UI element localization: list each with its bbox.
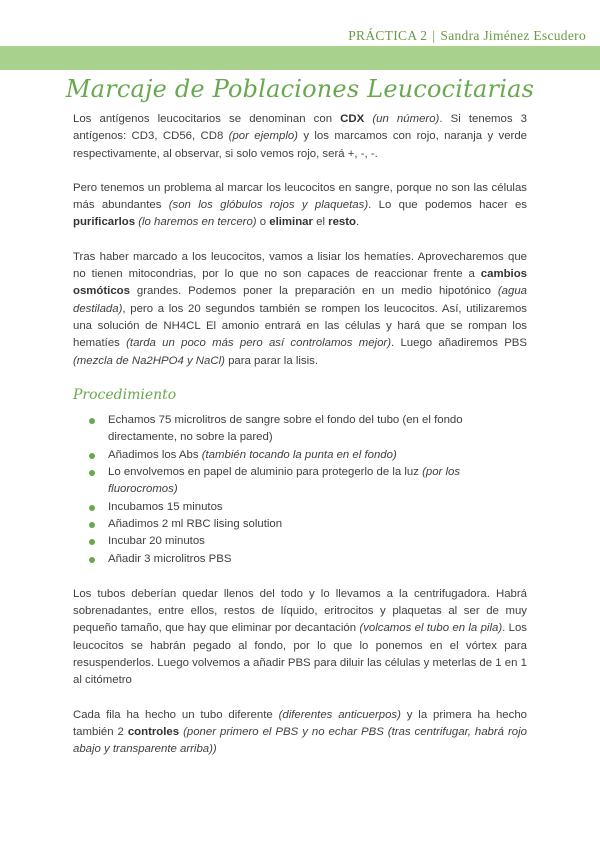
paragraph <box>73 586 527 690</box>
text-run: grandes. Podemos poner la preparación en un medio hipotónico <box>129 285 498 298</box>
italic-text: (volcamos el tubo en la pila) <box>359 622 503 635</box>
document-title: Marcaje de Poblaciones Leucocitarias <box>65 75 535 103</box>
header-band <box>0 46 600 70</box>
text-run: Añadimos los Abs <box>108 448 202 461</box>
header-practice: PRÁCTICA 2 <box>348 28 428 43</box>
text-run: Pero tenemos un problema al marcar los leucocitos en sangre, porque no son las células más abundantes <box>73 181 527 212</box>
paragraph <box>73 707 527 759</box>
text-run: Los antígenos leucocitarios se denominan con <box>73 113 341 125</box>
list-item-text <box>108 449 397 461</box>
header-separator: | <box>432 28 436 43</box>
text-run: Añadimos 2 ml RBC lising solution <box>108 517 283 530</box>
text-run: , pero a los 20 segundos también se rompen los leucocitos. Así, utilizaremos una solución de NH4CL El amonio entrará en las células y hará que se rompan los hematíes <box>73 302 527 350</box>
text-run: Tras haber marcado a los leucocitos, vamos a lisiar los hematíes. Aprovecharemos que no tienen mitocondrias, por lo que no son capaces de reaccionar frente a <box>73 250 527 281</box>
list-item <box>108 499 527 516</box>
text-run: Los tubos deberían quedar llenos del todo y lo llevamos a la centrifugadora. Habrá sobrenadantes, entre ellos, restos de líquido, eritrocitos y plaquetas al ser de muy pequeño tamaño, que hay que eliminar por decantación <box>73 587 527 635</box>
bold-text: CDX <box>340 113 365 125</box>
paragraph <box>73 111 527 163</box>
italic-text: (un número) <box>372 113 440 125</box>
italic-text: (poner primero el PBS y no echar PBS (tras centrifugar, habrá rojo abajo y transparente arriba)) <box>73 725 527 756</box>
bullet-icon <box>89 418 95 424</box>
list-item <box>108 533 527 550</box>
text-run: para parar la lisis. <box>224 354 318 367</box>
text-run: . Luego añadiremos PBS <box>391 337 527 350</box>
italic-text: (por los fluorocromos) <box>108 466 461 496</box>
bullet-icon <box>89 539 95 545</box>
italic-text: (agua destilada) <box>73 285 527 315</box>
text-run: Incubamos 15 minutos <box>108 500 223 513</box>
italic-text: (son los glóbulos rojos y plaquetas) <box>168 199 369 212</box>
text-run: el <box>312 216 329 229</box>
list-item <box>108 551 527 568</box>
bold-text: cambios osmóticos <box>73 268 527 298</box>
list-item-text <box>108 553 231 565</box>
bullet-icon <box>89 470 95 476</box>
text-run: . Si tenemos 3 antígenos: CD3, CD56, CD8 <box>73 113 528 143</box>
italic-text: (mezcla de Na2HPO4 y NaCl) <box>73 354 225 367</box>
text-run: Cada fila ha hecho un tubo diferente <box>73 708 279 721</box>
text-run: Añadir 3 microlitros PBS <box>108 552 232 565</box>
section-heading-procedure: Procedimiento <box>73 386 177 403</box>
italic-text: (diferentes anticuerpos) <box>278 708 401 721</box>
list-item <box>108 412 527 447</box>
text-run: o <box>256 216 270 229</box>
header-author: Sandra Jiménez Escudero <box>440 28 586 43</box>
text-run: . Los leucocitos se habrán pegado al fondo, por lo que lo ponemos en el vórtex para resuspenderlos. Luego volvemos a añadir PBS para diluir las células y meterlas de 1 en 1 al citómetro <box>73 622 527 687</box>
paragraph <box>73 180 527 232</box>
bullet-icon <box>89 557 95 563</box>
list-item <box>108 447 527 464</box>
bullet-icon <box>89 522 95 528</box>
list-item <box>108 516 527 533</box>
bold-text: purificarlos <box>73 216 136 229</box>
italic-text: (por ejemplo) <box>228 130 298 143</box>
text-run: Lo envolvemos en papel de aluminio para protegerlo de la luz <box>108 466 423 479</box>
bullet-icon <box>89 453 95 459</box>
text-run: y la primera ha hecho también 2 <box>73 708 527 738</box>
text-run: Echamos 75 microlitros de sangre sobre el fondo del tubo (en el fondo directamente, no sobre la pared) <box>108 414 463 444</box>
procedure-list <box>73 412 527 568</box>
page-header <box>0 0 600 46</box>
italic-text: (lo haremos en tercero) <box>138 216 257 229</box>
bullet-icon <box>89 505 95 511</box>
list-item-text <box>108 466 460 495</box>
list-item-text <box>108 414 463 443</box>
italic-text: (también tocando la punta en el fondo) <box>201 448 397 461</box>
text-run: . Lo que podemos hacer es <box>368 199 528 212</box>
list-item-text <box>108 518 282 530</box>
document-body <box>73 111 527 776</box>
text-run: Incubar 20 minutos <box>108 535 205 548</box>
bold-text: resto <box>328 216 357 229</box>
bold-text: controles <box>127 725 180 738</box>
list-item-text <box>108 501 223 513</box>
paragraph <box>73 249 527 370</box>
text-run: y los marcamos con rojo, naranja y verde respectivamente, al observar, si solo vemos rojo, será +, -, -. <box>73 130 528 160</box>
list-item-text <box>108 535 205 547</box>
list-item <box>108 464 527 499</box>
italic-text: (tarda un poco más pero así controlamos mejor) <box>126 337 392 350</box>
header-text <box>348 28 586 44</box>
bold-text: eliminar <box>269 216 313 229</box>
text-run: . <box>356 216 360 229</box>
